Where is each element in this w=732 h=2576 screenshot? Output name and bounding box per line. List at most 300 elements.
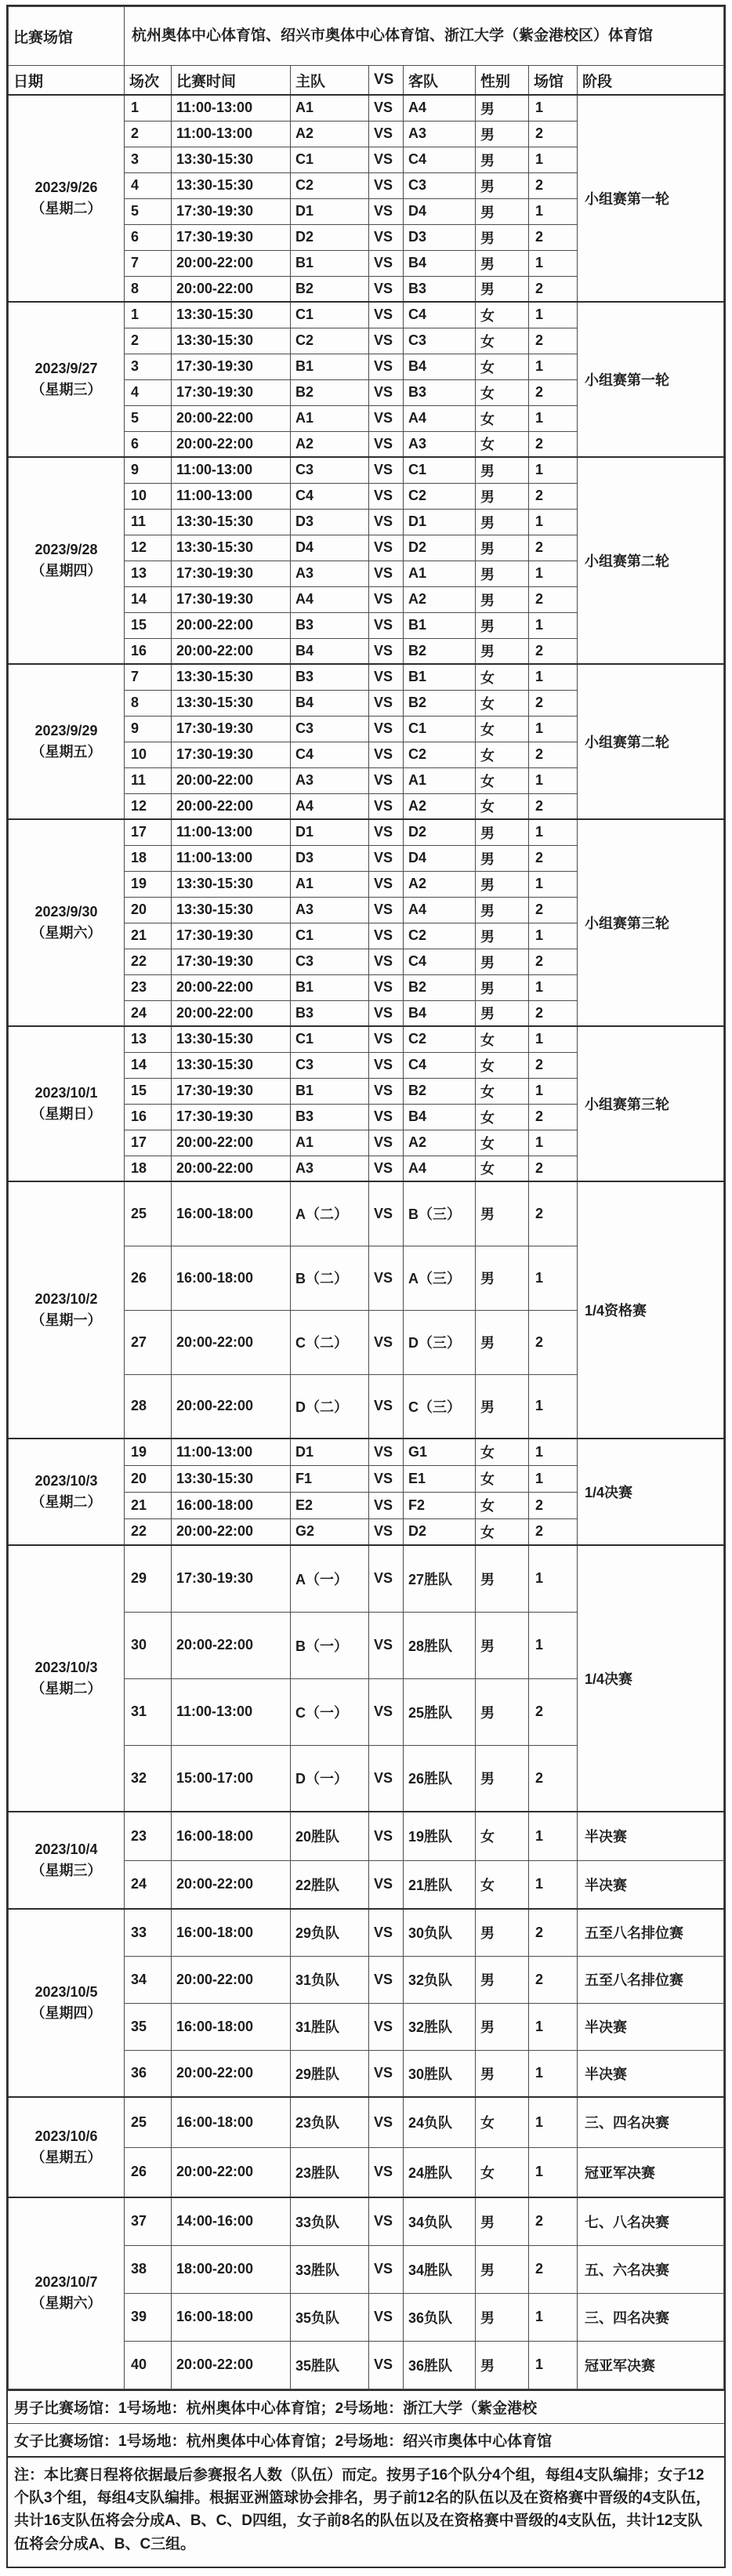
vs-label: VS <box>369 923 404 949</box>
away-team: 36负队 <box>404 2293 476 2341</box>
col-header-gender: 性别 <box>476 66 529 96</box>
date-cell: 2023/10/1 （星期日） <box>9 1026 125 1181</box>
court-no: 2 <box>529 1181 578 1246</box>
home-team: D1 <box>291 819 369 845</box>
vs-label: VS <box>369 172 404 198</box>
gender-cell: 女 <box>476 328 529 354</box>
court-no: 1 <box>529 974 578 1000</box>
match-time: 17:30-19:30 <box>172 379 291 405</box>
match-no: 18 <box>125 845 172 871</box>
match-no: 13 <box>125 1026 172 1052</box>
match-time: 13:30-15:30 <box>172 147 291 172</box>
home-team: 33胜队 <box>291 2245 369 2293</box>
home-team: G2 <box>291 1518 369 1545</box>
home-team: D4 <box>291 535 369 561</box>
court-no: 2 <box>529 431 578 457</box>
gender-cell: 男 <box>476 638 529 664</box>
match-time: 20:00-22:00 <box>172 1860 291 1909</box>
gender-cell: 男 <box>476 897 529 923</box>
vs-label: VS <box>369 1518 404 1545</box>
home-team: A1 <box>291 405 369 431</box>
col-header-date: 日期 <box>9 66 125 96</box>
match-time: 13:30-15:30 <box>172 897 291 923</box>
match-time: 20:00-22:00 <box>172 2341 291 2389</box>
schedule-body <box>9 95 724 2389</box>
date-cell: 2023/10/7 （星期六） <box>9 2197 125 2389</box>
match-no: 1 <box>125 302 172 328</box>
match-time: 16:00-18:00 <box>172 1246 291 1310</box>
date-cell: 2023/10/3 （星期二） <box>9 1439 125 1545</box>
gender-cell: 男 <box>476 276 529 302</box>
stage-cell: 1/4决赛 <box>578 1545 724 1812</box>
away-team: D1 <box>404 509 476 535</box>
gender-cell: 男 <box>476 509 529 535</box>
match-time: 13:30-15:30 <box>172 1052 291 1078</box>
col-header-match-no: 场次 <box>125 66 172 96</box>
stage-cell: 三、四名决赛 <box>578 2293 724 2341</box>
vs-label: VS <box>369 871 404 897</box>
gender-cell: 男 <box>476 121 529 147</box>
match-no: 15 <box>125 1078 172 1104</box>
court-no: 1 <box>529 457 578 483</box>
away-team: B3 <box>404 276 476 302</box>
gender-cell: 女 <box>476 1104 529 1130</box>
gender-cell: 女 <box>476 664 529 690</box>
court-no: 1 <box>529 923 578 949</box>
vs-label: VS <box>369 897 404 923</box>
away-team: B4 <box>404 1104 476 1130</box>
match-time: 13:30-15:30 <box>172 172 291 198</box>
match-no: 21 <box>125 1492 172 1518</box>
match-time: 16:00-18:00 <box>172 2293 291 2341</box>
court-no: 2 <box>529 276 578 302</box>
match-no: 37 <box>125 2197 172 2245</box>
gender-cell: 男 <box>476 974 529 1000</box>
match-time: 20:00-22:00 <box>172 1956 291 2003</box>
vs-label: VS <box>369 121 404 147</box>
match-time: 16:00-18:00 <box>172 2003 291 2050</box>
away-team: 25胜队 <box>404 1678 476 1745</box>
away-team: C2 <box>404 923 476 949</box>
away-team: 21胜队 <box>404 1860 476 1909</box>
away-team: B2 <box>404 690 476 716</box>
match-no: 26 <box>125 2147 172 2197</box>
away-team: C4 <box>404 1052 476 1078</box>
match-time: 17:30-19:30 <box>172 1545 291 1612</box>
away-team: B2 <box>404 1078 476 1104</box>
away-team: C4 <box>404 147 476 172</box>
match-no: 13 <box>125 561 172 586</box>
match-no: 16 <box>125 1104 172 1130</box>
stage-cell: 小组赛第一轮 <box>578 95 724 302</box>
gender-cell: 男 <box>476 612 529 638</box>
match-no: 25 <box>125 2097 172 2147</box>
gender-cell: 女 <box>476 742 529 767</box>
vs-label: VS <box>369 147 404 172</box>
match-time: 20:00-22:00 <box>172 276 291 302</box>
home-team: 31胜队 <box>291 2003 369 2050</box>
court-no: 2 <box>529 742 578 767</box>
stage-cell: 小组赛第三轮 <box>578 1026 724 1181</box>
gender-cell: 男 <box>476 1000 529 1026</box>
gender-cell: 女 <box>476 690 529 716</box>
gender-cell: 男 <box>476 535 529 561</box>
home-team: B4 <box>291 638 369 664</box>
gender-cell: 男 <box>476 457 529 483</box>
vs-label: VS <box>369 638 404 664</box>
match-no: 25 <box>125 1181 172 1246</box>
match-time: 20:00-22:00 <box>172 2147 291 2197</box>
stage-cell: 1/4决赛 <box>578 1439 724 1545</box>
match-no: 32 <box>125 1745 172 1812</box>
match-time: 11:00-13:00 <box>172 845 291 871</box>
home-team: 29负队 <box>291 1909 369 1956</box>
vs-label: VS <box>369 612 404 638</box>
match-no: 21 <box>125 923 172 949</box>
away-team: 32负队 <box>404 1956 476 2003</box>
court-no: 1 <box>529 1130 578 1156</box>
away-team: 30负队 <box>404 1909 476 1956</box>
match-no: 34 <box>125 1956 172 2003</box>
vs-label: VS <box>369 1104 404 1130</box>
match-no: 9 <box>125 716 172 742</box>
gender-cell: 女 <box>476 1492 529 1518</box>
match-time: 17:30-19:30 <box>172 949 291 974</box>
match-time: 11:00-13:00 <box>172 95 291 121</box>
court-no: 2 <box>529 638 578 664</box>
court-no: 1 <box>529 1374 578 1439</box>
home-team: D1 <box>291 198 369 224</box>
court-no: 1 <box>529 1812 578 1860</box>
gender-cell: 女 <box>476 2147 529 2197</box>
match-time: 13:30-15:30 <box>172 509 291 535</box>
match-time: 13:30-15:30 <box>172 690 291 716</box>
away-team: B4 <box>404 1000 476 1026</box>
vs-label: VS <box>369 1956 404 2003</box>
home-team: 23负队 <box>291 2097 369 2147</box>
match-time: 20:00-22:00 <box>172 431 291 457</box>
gender-cell: 男 <box>476 923 529 949</box>
home-team: B3 <box>291 664 369 690</box>
match-time: 15:00-17:00 <box>172 1745 291 1812</box>
away-team: A2 <box>404 871 476 897</box>
date-cell: 2023/10/2 （星期一） <box>9 1181 125 1439</box>
match-time: 16:00-18:00 <box>172 1492 291 1518</box>
home-team: A1 <box>291 95 369 121</box>
match-no: 22 <box>125 1518 172 1545</box>
match-time: 17:30-19:30 <box>172 923 291 949</box>
match-time: 11:00-13:00 <box>172 1439 291 1465</box>
match-time: 14:00-16:00 <box>172 2197 291 2245</box>
home-team: 35胜队 <box>291 2341 369 2389</box>
gender-cell: 男 <box>476 1956 529 2003</box>
vs-label: VS <box>369 95 404 121</box>
vs-label: VS <box>369 586 404 612</box>
court-no: 1 <box>529 2003 578 2050</box>
away-team: A4 <box>404 405 476 431</box>
vs-label: VS <box>369 1310 404 1374</box>
col-header-time: 比赛时间 <box>172 66 291 96</box>
match-no: 12 <box>125 793 172 819</box>
vs-label: VS <box>369 1465 404 1492</box>
match-time: 17:30-19:30 <box>172 198 291 224</box>
match-time: 20:00-22:00 <box>172 1374 291 1439</box>
vs-label: VS <box>369 509 404 535</box>
home-team: A2 <box>291 121 369 147</box>
home-team: C3 <box>291 457 369 483</box>
home-team: 29胜队 <box>291 2050 369 2097</box>
stage-cell: 小组赛第三轮 <box>578 819 724 1026</box>
home-team: 33负队 <box>291 2197 369 2245</box>
vs-label: VS <box>369 1492 404 1518</box>
gender-cell: 女 <box>476 2097 529 2147</box>
vs-label: VS <box>369 457 404 483</box>
gender-cell: 女 <box>476 1026 529 1052</box>
gender-cell: 女 <box>476 1465 529 1492</box>
home-team: B4 <box>291 690 369 716</box>
vs-label: VS <box>369 2245 404 2293</box>
match-time: 20:00-22:00 <box>172 638 291 664</box>
court-no: 1 <box>529 302 578 328</box>
match-no: 6 <box>125 431 172 457</box>
match-no: 3 <box>125 147 172 172</box>
match-no: 20 <box>125 1465 172 1492</box>
gender-cell: 女 <box>476 1860 529 1909</box>
away-team: 34负队 <box>404 2197 476 2245</box>
away-team: C2 <box>404 1026 476 1052</box>
away-team: A1 <box>404 767 476 793</box>
home-team: A1 <box>291 871 369 897</box>
court-no: 2 <box>529 483 578 509</box>
match-time: 13:30-15:30 <box>172 535 291 561</box>
away-team: A3 <box>404 121 476 147</box>
match-time: 13:30-15:30 <box>172 1026 291 1052</box>
court-no: 1 <box>529 198 578 224</box>
match-no: 23 <box>125 1812 172 1860</box>
match-time: 17:30-19:30 <box>172 354 291 379</box>
away-team: G1 <box>404 1439 476 1465</box>
court-no: 2 <box>529 586 578 612</box>
schedule-table <box>8 6 724 2389</box>
match-no: 35 <box>125 2003 172 2050</box>
match-no: 10 <box>125 483 172 509</box>
gender-cell: 女 <box>476 405 529 431</box>
venue-header-label: 比赛场馆 <box>9 7 125 66</box>
vs-label: VS <box>369 974 404 1000</box>
home-team: B2 <box>291 276 369 302</box>
home-team: 20胜队 <box>291 1812 369 1860</box>
court-no: 1 <box>529 871 578 897</box>
gender-cell: 男 <box>476 172 529 198</box>
match-time: 17:30-19:30 <box>172 716 291 742</box>
match-no: 2 <box>125 121 172 147</box>
vs-label: VS <box>369 845 404 871</box>
gender-cell: 女 <box>476 354 529 379</box>
date-cell: 2023/9/30 （星期六） <box>9 819 125 1026</box>
home-team: 22胜队 <box>291 1860 369 1909</box>
court-no: 1 <box>529 1026 578 1052</box>
gender-cell: 男 <box>476 250 529 276</box>
vs-label: VS <box>369 1545 404 1612</box>
gender-cell: 男 <box>476 871 529 897</box>
away-team: E1 <box>404 1465 476 1492</box>
match-no: 12 <box>125 535 172 561</box>
gender-cell: 女 <box>476 1052 529 1078</box>
court-no: 2 <box>529 2197 578 2245</box>
vs-label: VS <box>369 690 404 716</box>
away-team: A2 <box>404 793 476 819</box>
vs-label: VS <box>369 1078 404 1104</box>
away-team: B4 <box>404 354 476 379</box>
gender-cell: 女 <box>476 1812 529 1860</box>
away-team: B（三） <box>404 1181 476 1246</box>
home-team: C4 <box>291 742 369 767</box>
col-header-court: 场馆 <box>529 66 578 96</box>
date-cell: 2023/9/27 （星期三） <box>9 302 125 457</box>
gender-cell: 男 <box>476 198 529 224</box>
away-team: 34胜队 <box>404 2245 476 2293</box>
home-team: A4 <box>291 586 369 612</box>
home-team: E2 <box>291 1492 369 1518</box>
home-team: 23胜队 <box>291 2147 369 2197</box>
away-team: B2 <box>404 638 476 664</box>
court-no: 2 <box>529 1745 578 1812</box>
home-team: C2 <box>291 172 369 198</box>
match-time: 16:00-18:00 <box>172 1181 291 1246</box>
home-team: B3 <box>291 1104 369 1130</box>
home-team: B1 <box>291 250 369 276</box>
match-time: 20:00-22:00 <box>172 2050 291 2097</box>
home-team: C1 <box>291 147 369 172</box>
vs-label: VS <box>369 2147 404 2197</box>
match-time: 16:00-18:00 <box>172 2097 291 2147</box>
vs-label: VS <box>369 2097 404 2147</box>
date-cell: 2023/10/6 （星期五） <box>9 2097 125 2197</box>
date-cell: 2023/10/4 （星期三） <box>9 1812 125 1909</box>
match-no: 18 <box>125 1156 172 1181</box>
col-header-stage: 阶段 <box>578 66 724 96</box>
home-team: 31负队 <box>291 1956 369 2003</box>
court-no: 1 <box>529 2097 578 2147</box>
gender-cell: 女 <box>476 716 529 742</box>
court-no: 2 <box>529 793 578 819</box>
match-no: 22 <box>125 949 172 974</box>
away-team: A4 <box>404 1156 476 1181</box>
match-time: 17:30-19:30 <box>172 742 291 767</box>
vs-label: VS <box>369 819 404 845</box>
women-venues-note: 女子比赛场馆：1号场地：杭州奥体中心体育馆；2号场地：绍兴市奥体中心体育馆 <box>8 2423 724 2456</box>
match-time: 20:00-22:00 <box>172 1130 291 1156</box>
match-no: 17 <box>125 819 172 845</box>
match-no: 1 <box>125 95 172 121</box>
away-team: 30胜队 <box>404 2050 476 2097</box>
date-cell: 2023/10/5 （星期四） <box>9 1909 125 2097</box>
court-no: 2 <box>529 379 578 405</box>
court-no: 1 <box>529 819 578 845</box>
match-no: 40 <box>125 2341 172 2389</box>
vs-label: VS <box>369 379 404 405</box>
court-no: 2 <box>529 1518 578 1545</box>
match-no: 8 <box>125 690 172 716</box>
away-team: C1 <box>404 457 476 483</box>
match-time: 13:30-15:30 <box>172 871 291 897</box>
match-no: 8 <box>125 276 172 302</box>
stage-cell: 冠亚军决赛 <box>578 2341 724 2389</box>
home-team: C3 <box>291 716 369 742</box>
court-no: 2 <box>529 2245 578 2293</box>
col-header-home: 主队 <box>291 66 369 96</box>
vs-label: VS <box>369 483 404 509</box>
away-team: C2 <box>404 742 476 767</box>
match-no: 4 <box>125 172 172 198</box>
court-no: 1 <box>529 1860 578 1909</box>
match-time: 20:00-22:00 <box>172 612 291 638</box>
away-team: D2 <box>404 819 476 845</box>
gender-cell: 男 <box>476 2293 529 2341</box>
vs-label: VS <box>369 1745 404 1812</box>
match-time: 20:00-22:00 <box>172 405 291 431</box>
match-no: 38 <box>125 2245 172 2293</box>
gender-cell: 男 <box>476 1181 529 1246</box>
gender-cell: 男 <box>476 1678 529 1745</box>
home-team: A3 <box>291 561 369 586</box>
gender-cell: 女 <box>476 379 529 405</box>
vs-label: VS <box>369 276 404 302</box>
away-team: C3 <box>404 328 476 354</box>
vs-label: VS <box>369 250 404 276</box>
away-team: 24负队 <box>404 2097 476 2147</box>
gender-cell: 女 <box>476 767 529 793</box>
gender-cell: 男 <box>476 2245 529 2293</box>
home-team: A（一） <box>291 1545 369 1612</box>
gender-cell: 男 <box>476 2197 529 2245</box>
home-team: B2 <box>291 379 369 405</box>
away-team: B1 <box>404 664 476 690</box>
match-time: 20:00-22:00 <box>172 250 291 276</box>
date-cell: 2023/9/29 （星期五） <box>9 664 125 819</box>
schedule-note: 注：本比赛日程将依据最后参赛报名人数（队伍）而定。按男子16个队分4个组，每组4支队编排；女子12个队3个组，每组4支队编排。根据亚洲篮球协会排名，男子前12名的队伍以及在资格赛中晋级的4支队伍，共计16支队伍将会分成A、B、C、D四组，女子前8名的队伍以及在资格赛中晋级的4支队伍，共计12支队伍将会分成A、B、C三组。 <box>8 2456 724 2567</box>
stage-cell: 半决赛 <box>578 2050 724 2097</box>
home-team: D（二） <box>291 1374 369 1439</box>
court-no: 1 <box>529 147 578 172</box>
stage-cell: 五、六名决赛 <box>578 2245 724 2293</box>
gender-cell: 男 <box>476 2050 529 2097</box>
stage-cell: 半决赛 <box>578 1860 724 1909</box>
match-no: 3 <box>125 354 172 379</box>
match-no: 30 <box>125 1612 172 1678</box>
court-no: 2 <box>529 690 578 716</box>
home-team: B3 <box>291 1000 369 1026</box>
vs-label: VS <box>369 535 404 561</box>
home-team: C4 <box>291 483 369 509</box>
gender-cell: 男 <box>476 949 529 974</box>
court-no: 1 <box>529 561 578 586</box>
match-no: 17 <box>125 1130 172 1156</box>
match-no: 5 <box>125 198 172 224</box>
date-cell: 2023/9/28 （星期四） <box>9 457 125 664</box>
match-no: 20 <box>125 897 172 923</box>
match-no: 7 <box>125 664 172 690</box>
away-team: C1 <box>404 716 476 742</box>
match-no: 11 <box>125 767 172 793</box>
stage-cell: 半决赛 <box>578 2003 724 2050</box>
vs-label: VS <box>369 1052 404 1078</box>
stage-cell: 三、四名决赛 <box>578 2097 724 2147</box>
court-no: 2 <box>529 1310 578 1374</box>
away-team: C4 <box>404 949 476 974</box>
stage-cell: 五至八名排位赛 <box>578 1956 724 2003</box>
court-no: 2 <box>529 535 578 561</box>
